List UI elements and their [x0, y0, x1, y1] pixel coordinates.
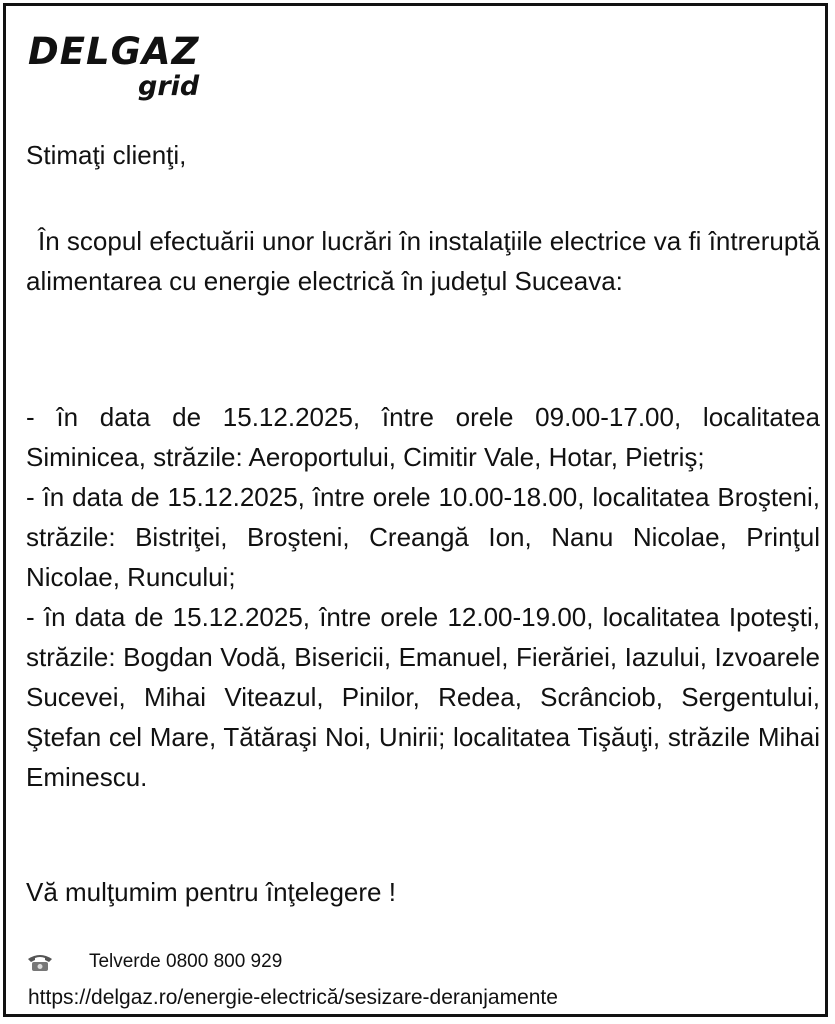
intro-paragraph: În scopul efectuării unor lucrări în instalaţiile electrice va fi întreruptă alimentarea cu energie electrică în judeţul Suceava: — [26, 226, 820, 296]
phone-text: Telverde 0800 800 929 — [88, 951, 283, 972]
logo-name: DELGAZ — [28, 30, 200, 73]
outage-list — [26, 397, 820, 797]
notice-frame — [3, 3, 828, 1017]
list-item: - în data de 15.12.2025, între orele 12.00-19.00, localitatea Ipoteşti, străzile: Bogdan Vodă, Bisericii, Emanuel, Fierăriei, Iazului, Izvoarele Sucevei, Mihai Viteazul, Pinilor, Redea, Scrânciob, Sergentului, Ştefan cel Mare, Tătăraşi Noi, Unirii; localitatea Tişăuţi, străzile Mihai Eminescu. — [26, 602, 820, 792]
list-item: - în data de 15.12.2025, între orele 10.00-18.00, localitatea Broşteni, străzile: Bistriţei, Broşteni, Creangă Ion, Nanu Nicolae, Prinţul Nicolae, Runcului; — [26, 482, 820, 592]
closing-text: Vă mulţumim pentru înţelegere ! — [26, 877, 396, 907]
greeting: Stimaţi clienţi, — [26, 140, 187, 170]
phone-icon — [26, 952, 54, 972]
logo-sub: grid — [138, 71, 200, 102]
list-item: - în data de 15.12.2025, între orele 09.00-17.00, localitatea Siminicea, străzile: Aeroportului, Cimitir Vale, Hotar, Pietriş; — [26, 402, 820, 472]
contact-line — [26, 948, 282, 976]
website-link[interactable]: https://delgaz.ro/energie-electrică/sesizare-deranjamente — [28, 986, 558, 1009]
delgaz-logo — [28, 32, 228, 108]
